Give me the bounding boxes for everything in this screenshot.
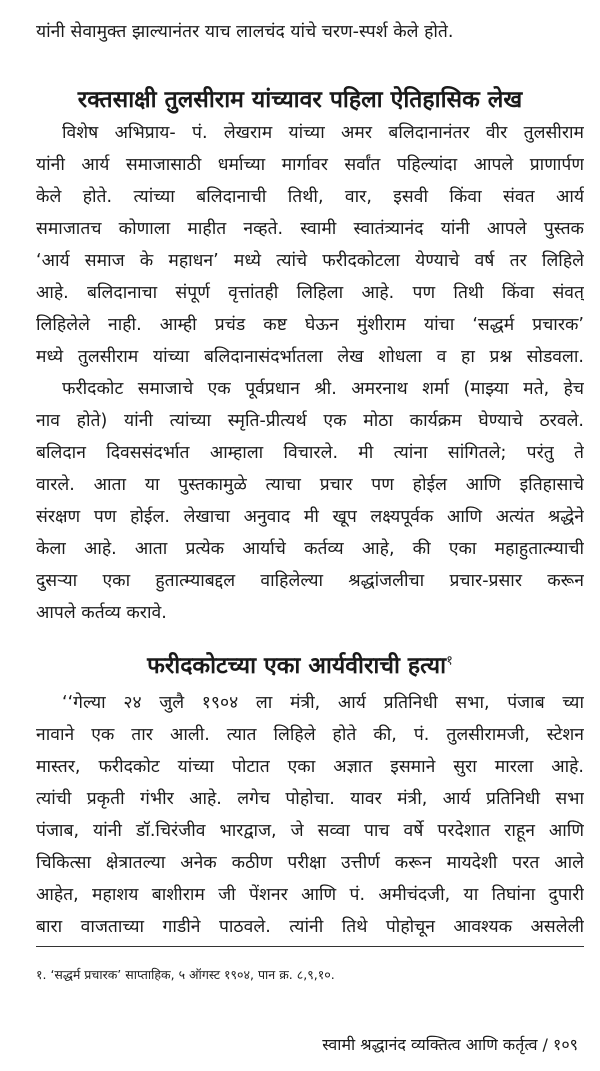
- footnote-divider: [36, 946, 584, 947]
- footnote: १. ‘सद्धर्म प्रचारक’ साप्ताहिक, ५ ऑगस्ट १९०४, पान क्र. ८,९,१०.: [36, 967, 335, 982]
- section2-para1-line: चिकित्सा क्षेत्रातल्या अनेक कठीण परीक्षा उत्तीर्ण करून मायदेशी परत आले: [36, 853, 584, 873]
- opening-line: यांनी सेवामुक्त झाल्यानंतर याच लालचंद यांचे चरण-स्पर्श केले होते.: [36, 22, 454, 42]
- section1-para1-line: ‘आर्य समाज के महाधन’ मध्ये त्यांचे फरीदकोटला येण्याचे वर्ष तर लिहिले: [36, 251, 584, 271]
- section1-para2-line: केला आहे. आता प्रत्येक आर्याचे कर्तव्य आहे, की एका महाहुतात्म्याची: [36, 539, 584, 559]
- section1-para2-line: बलिदान दिवससंदर्भात आम्हाला विचारले. मी त्यांना सांगितले; परंतु ते: [36, 443, 584, 463]
- section2-para1-line: मास्तर, फरीदकोट यांच्या पोटात एका अज्ञात इसमाने सुरा मारला आहे.: [36, 757, 584, 777]
- section1-para1-line: विशेष अभिप्राय- पं. लेखराम यांच्या अमर बलिदानानंतर वीर तुलसीराम: [62, 123, 584, 143]
- section2-para1-line: पंजाब, यांनी डॉ.चिरंजीव भारद्वाज, जे सव्वा पाच वर्षे परदेशात राहून आणि: [36, 821, 584, 841]
- section1-para2-line: दुसऱ्या एका हुतात्म्याबद्दल वाहिलेल्या श्रद्धांजलीचा प्रचार-प्रसार करून: [36, 571, 584, 591]
- section2-heading: [0, 648, 600, 680]
- section1-para2-line: फरीदकोट समाजाचे एक पूर्वप्रधान श्री. अमरनाथ शर्मा (माझ्या मते, हेच: [62, 379, 584, 399]
- section1-para1-line: लिहिलेले नाही. आम्ही प्रचंड कष्ट घेऊन मुंशीराम यांचा ‘सद्धर्म प्रचारक’: [36, 315, 584, 335]
- section1-para1-line: केले होते. त्यांच्या बलिदानाची तिथी, वार, इसवी किंवा संवत आर्य: [36, 187, 584, 207]
- footnote-marker: १: [446, 653, 453, 669]
- section1-para1-line: समाजातच कोणाला माहीत नव्हते. स्वामी स्वातंत्र्यानंद यांनी आपले पुस्तक: [36, 219, 584, 239]
- section1-heading: रक्तसाक्षी तुलसीराम यांच्यावर पहिला ऐतिहासिक लेख: [77, 87, 523, 113]
- section2-heading-text: फरीदकोटच्या एका आर्यवीराची हत्या: [147, 653, 447, 679]
- section1-para1-line: यांनी आर्य समाजासाठी धर्माच्या मार्गावर सर्वांत पहिल्यांदा आपले प्राणार्पण: [36, 155, 584, 175]
- section1-para2-line: संरक्षण पण होईल. लेखाचा अनुवाद मी खूप लक्ष्यपूर्वक आणि अत्यंत श्रद्धेने: [36, 507, 584, 527]
- section2-para1-line: ‘‘गेल्या २४ जुलै १९०४ ला मंत्री, आर्य प्रतिनिधी सभा, पंजाब च्या: [62, 693, 584, 713]
- page-footer: स्वामी श्रद्धानंद व्यक्तित्व आणि कर्तृत्व / १०९: [322, 1035, 578, 1054]
- section2-para1-line: नावाने एक तार आली. त्यात लिहिले होते की, पं. तुलसीरामजी, स्टेशन: [36, 725, 584, 745]
- section1-para2-line: आपले कर्तव्य करावे.: [36, 603, 167, 623]
- section1-para1-line: मध्ये तुलसीराम यांच्या बलिदानासंदर्भातला लेख शोधला व हा प्रश्न सोडवला.: [36, 347, 584, 367]
- section2-para1-line: त्यांची प्रकृती गंभीर आहे. लगेच पोहोचा. यावर मंत्री, आर्य प्रतिनिधी सभा: [36, 789, 584, 809]
- section1-para2-line: नाव होते) यांनी त्यांच्या स्मृति-प्रीत्यर्थ एक मोठा कार्यक्रम घेण्याचे ठरवले.: [36, 411, 584, 431]
- section1-para2-line: वारले. आता या पुस्तकामुळे त्याचा प्रचार पण होईल आणि इतिहासाचे: [36, 475, 584, 495]
- section1-para1-line: आहे. बलिदानाचा संपूर्ण वृत्तांतही लिहिला आहे. पण तिथी किंवा संवत्: [36, 283, 584, 303]
- section2-para1-line: आहेत, महाशय बाशीराम जी पेंशनर आणि पं. अमीचंदजी, या तिघांना दुपारी: [36, 885, 584, 905]
- section2-para1-line: बारा वाजताच्या गाडीने पाठवले. त्यांनी तिथे पोहोचून आवश्यक असलेली: [36, 917, 584, 937]
